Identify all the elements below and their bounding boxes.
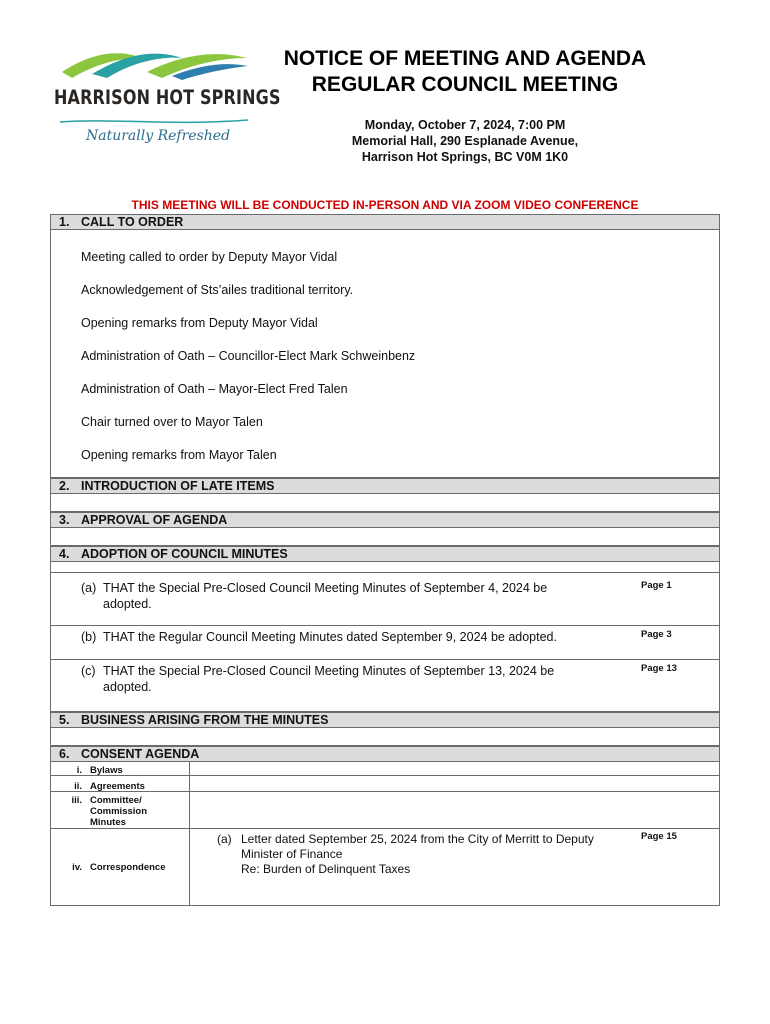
list-item: Opening remarks from Mayor Talen	[81, 448, 277, 462]
motion-a	[81, 580, 621, 612]
correspondence-text: Letter dated September 25, 2024 from the City of Merritt to Deputy	[241, 832, 594, 846]
sub-label: Agreements	[90, 781, 145, 792]
meeting-venue: Memorial Hall, 290 Esplanade Avenue,	[351, 134, 579, 148]
sub-label-3: Minutes	[90, 817, 126, 828]
motion-text: THAT the Special Pre-Closed Council Meeting Minutes of September 13, 2024 be	[103, 664, 555, 678]
section-number: 5.	[59, 713, 70, 727]
consent-sub-committee	[71, 795, 148, 828]
page-title	[250, 46, 680, 98]
correspondence-text-2: Minister of Finance	[241, 847, 343, 861]
section-title: BUSINESS ARISING FROM THE MINUTES	[81, 713, 329, 727]
motion-text-cont: adopted.	[103, 597, 152, 611]
section-number: 2.	[59, 479, 70, 493]
roman-numeral: ii.	[74, 781, 82, 792]
roman-numeral: iv.	[72, 862, 82, 873]
consent-sub-bylaws	[76, 765, 123, 776]
motion-text: THAT the Special Pre-Closed Council Meeting Minutes of September 4, 2024 be	[103, 581, 548, 595]
mountain-wave-icon	[52, 42, 252, 90]
list-item: Acknowledgement of Sts’ailes traditional territory.	[81, 283, 354, 297]
column-divider	[189, 762, 190, 905]
section-approval-agenda	[50, 512, 720, 528]
sub-label: Correspondence	[90, 862, 166, 873]
motion-label: (c)	[81, 664, 96, 678]
row-divider	[51, 775, 719, 776]
section-number: 6.	[59, 747, 70, 761]
sub-label: Bylaws	[90, 765, 123, 776]
consent-sub-correspondence	[72, 862, 166, 873]
correspondence-label: (a)	[217, 832, 232, 846]
section-title: CALL TO ORDER	[81, 215, 184, 229]
list-item: Administration of Oath – Councillor-Elect Mark Schweinbenz	[81, 349, 416, 363]
correspondence-text-3: Re: Burden of Delinquent Taxes	[241, 862, 411, 876]
logo-wave-line	[52, 116, 252, 128]
section-box	[50, 494, 720, 512]
correspondence-item	[217, 832, 637, 877]
roman-numeral: iii.	[71, 795, 82, 806]
logo-tagline: Naturally Refreshed	[86, 128, 231, 144]
divider	[50, 625, 720, 626]
section-number: 4.	[59, 547, 70, 561]
section-title: APPROVAL OF AGENDA	[81, 513, 228, 527]
roman-numeral: i.	[76, 765, 82, 776]
sub-label: Committee/	[90, 795, 142, 806]
section-box	[50, 528, 720, 546]
page-reference: Page 13	[641, 663, 677, 674]
section-number: 1.	[59, 215, 70, 229]
motion-b	[81, 629, 621, 645]
list-item: Chair turned over to Mayor Talen	[81, 415, 263, 429]
page-reference: Page 3	[641, 629, 672, 640]
divider	[50, 572, 720, 573]
page-reference: Page 15	[641, 831, 677, 842]
divider	[50, 659, 720, 660]
section-title: INTRODUCTION OF LATE ITEMS	[81, 479, 275, 493]
section-council-minutes	[50, 546, 720, 562]
motion-text: THAT the Regular Council Meeting Minutes dated September 9, 2024 be adopted.	[103, 630, 557, 644]
section-title: ADOPTION OF COUNCIL MINUTES	[81, 547, 288, 561]
motion-c	[81, 663, 621, 695]
section-call-to-order	[50, 214, 720, 230]
section-consent-agenda	[50, 746, 720, 762]
section-number: 3.	[59, 513, 70, 527]
motion-label: (b)	[81, 630, 97, 644]
list-item: Administration of Oath – Mayor-Elect Fred Talen	[81, 382, 348, 396]
page-reference: Page 1	[641, 580, 672, 591]
title-line-1: NOTICE OF MEETING AND AGENDA	[283, 47, 647, 70]
motion-text-cont: adopted.	[103, 680, 152, 694]
motion-label: (a)	[81, 581, 97, 595]
meeting-city: Harrison Hot Springs, BC V0M 1K0	[361, 150, 569, 164]
section-late-items	[50, 478, 720, 494]
zoom-banner: THIS MEETING WILL BE CONDUCTED IN-PERSON AND VIA ZOOM VIDEO CONFERENCE	[131, 198, 639, 212]
meeting-date: Monday, October 7, 2024, 7:00 PM	[364, 118, 566, 132]
title-line-2: REGULAR COUNCIL MEETING	[311, 73, 619, 96]
consent-sub-agreements	[74, 781, 145, 792]
section-title: CONSENT AGENDA	[81, 747, 200, 761]
row-divider	[51, 828, 719, 829]
harrison-hot-springs-logo	[52, 42, 281, 152]
meeting-info	[300, 117, 630, 165]
sub-label-2: Commission	[90, 806, 148, 817]
logo-wordmark: HARRISON HOT SPRINGS	[54, 86, 281, 109]
section-box	[50, 728, 720, 746]
section-business-arising	[50, 712, 720, 728]
list-item: Opening remarks from Deputy Mayor Vidal	[81, 316, 318, 330]
row-divider	[51, 791, 719, 792]
list-item: Meeting called to order by Deputy Mayor Vidal	[81, 250, 338, 264]
